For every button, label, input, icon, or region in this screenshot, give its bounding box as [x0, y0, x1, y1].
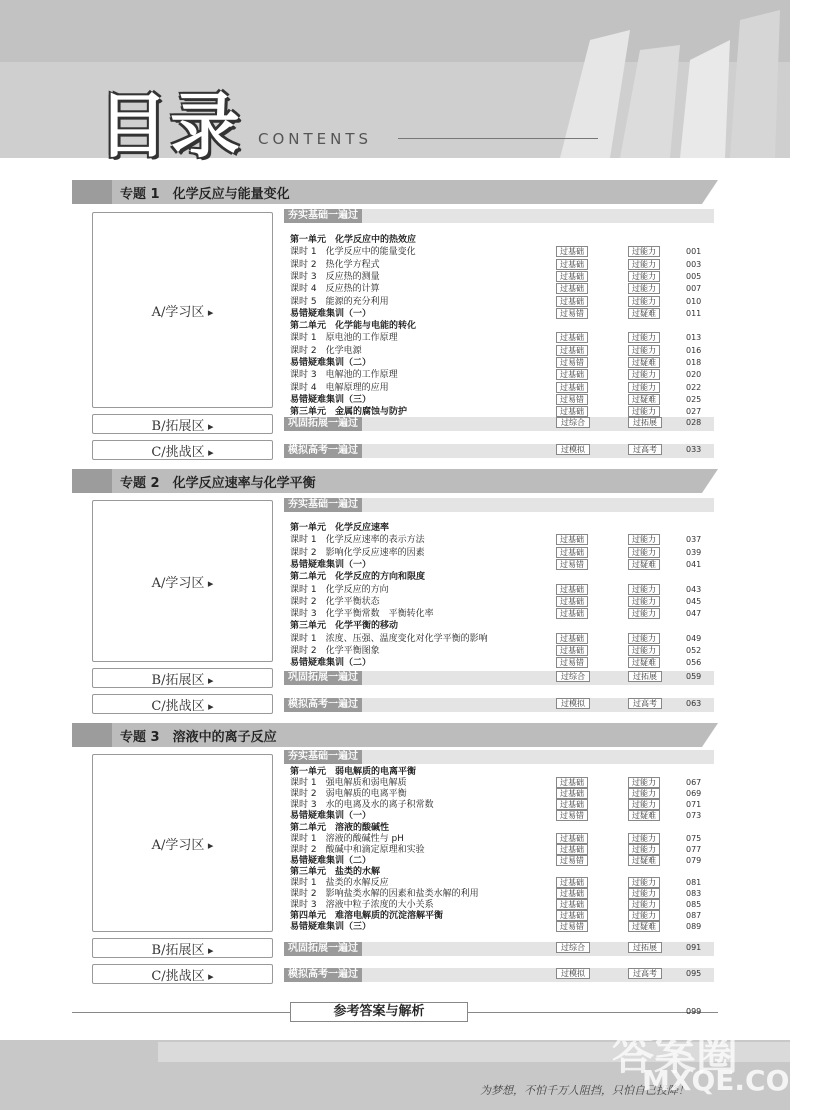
toc-row-label: 易错疑难集训（二） — [290, 855, 372, 866]
zone-a — [92, 500, 273, 662]
toc-tag-secondary: 过能力 — [628, 246, 660, 257]
page-number: 027 — [686, 407, 702, 417]
toc-tag-secondary: 过能力 — [628, 877, 660, 888]
toc-tag-secondary: 过能力 — [628, 547, 660, 558]
toc-row-label: 第一单元 化学反应速率 — [290, 523, 390, 533]
toc-row — [290, 345, 714, 357]
tag-moni: 过模拟 — [556, 444, 590, 455]
toc-row-label: 课时 1 强电解质和弱电解质 — [290, 778, 407, 789]
toc-tag-primary: 过基础 — [556, 382, 588, 393]
zone-c — [92, 694, 273, 714]
tag-zonghe: 过综合 — [556, 671, 590, 682]
toc-tag-primary: 过基础 — [556, 296, 588, 307]
toc-row-label: 课时 3 化学平衡常数 平衡转化率 — [290, 609, 434, 620]
toc-tag-secondary: 过能力 — [628, 799, 660, 810]
toc-row — [290, 522, 714, 534]
toc-tag-primary: 过基础 — [556, 877, 588, 888]
toc-tag-secondary: 过疑难 — [628, 921, 660, 932]
toc-row — [290, 547, 714, 559]
zone-b-label: B/拓展区 ▸ — [152, 669, 214, 688]
toc-tag-primary: 过基础 — [556, 283, 588, 294]
toc-row-label: 课时 3 溶液中粒子浓度的大小关系 — [290, 900, 434, 911]
toc-row-label: 课时 1 盐类的水解反应 — [290, 878, 389, 888]
zone-b — [92, 668, 273, 688]
toc-row — [290, 633, 714, 645]
toc-row — [290, 620, 714, 632]
exam-row — [284, 442, 714, 458]
toc-row-label: 课时 5 能源的充分利用 — [290, 296, 389, 307]
page-number: 001 — [686, 247, 702, 257]
toc-row-label: 第三单元 金属的腐蚀与防护 — [290, 407, 408, 418]
topic-banner — [72, 469, 718, 493]
page-number: 049 — [686, 633, 702, 643]
toc-row-label: 课时 1 化学反应速率的表示方法 — [290, 535, 425, 546]
band-label: 夯实基础一遍过 — [284, 750, 362, 764]
toc-tag-primary: 过基础 — [556, 534, 588, 545]
toc-tag-primary: 过基础 — [556, 777, 588, 788]
toc-row — [290, 320, 714, 332]
toc-row-label: 第三单元 盐类的水解 — [290, 866, 381, 877]
toc-tag-secondary: 过能力 — [628, 608, 660, 619]
toc-tag-secondary: 过能力 — [628, 777, 660, 788]
toc-row — [290, 584, 714, 596]
toc-row-label: 易错疑难集训（一） — [290, 811, 372, 822]
topic-banner — [72, 180, 718, 204]
toc-row-label: 课时 4 电解原理的应用 — [290, 382, 389, 393]
toc-row-label: 课时 2 影响化学反应速率的因素 — [290, 547, 425, 558]
toc-tag-primary: 过易错 — [556, 308, 588, 319]
toc-tag-secondary: 过疑难 — [628, 308, 660, 319]
zone-b-label: B/拓展区 ▸ — [152, 415, 214, 434]
toc-tag-secondary: 过能力 — [628, 345, 660, 356]
toc-row-label: 第四单元 难溶电解质的沉淀溶解平衡 — [290, 911, 444, 922]
zone-c-label: C/挑战区 ▸ — [151, 695, 213, 714]
tag-gaokao: 过高考 — [628, 444, 662, 455]
page-number: 081 — [686, 878, 702, 887]
toc-tag-primary: 过基础 — [556, 608, 588, 619]
section-band-basic — [284, 750, 714, 764]
toc-tag-primary: 过基础 — [556, 596, 588, 607]
toc-row-label: 第二单元 溶液的酸碱性 — [290, 822, 390, 833]
toc-row-label: 第二单元 化学反应的方向和限度 — [290, 572, 426, 583]
page-number: 071 — [686, 800, 702, 810]
toc-row-label: 课时 2 弱电解质的电离平衡 — [290, 789, 407, 800]
page-number: 063 — [686, 699, 702, 708]
toc-row-label: 课时 3 反应热的测量 — [290, 271, 380, 282]
toc-tag-secondary: 过能力 — [628, 645, 660, 656]
toc-row — [290, 394, 714, 406]
toc-tag-secondary: 过能力 — [628, 382, 660, 393]
toc-tag-secondary: 过能力 — [628, 833, 660, 844]
toc-tag-primary: 过易错 — [556, 394, 588, 405]
toc-tag-secondary: 过能力 — [628, 844, 660, 855]
toc-tag-secondary: 过能力 — [628, 406, 660, 417]
page-number: 020 — [686, 370, 702, 380]
toc-tag-secondary: 过疑难 — [628, 559, 660, 570]
topic-title: 专题 2 化学反应速率与化学平衡 — [120, 476, 316, 491]
tag-gaokao: 过高考 — [628, 968, 662, 979]
toc-tag-primary: 过基础 — [556, 888, 588, 899]
page-number: 047 — [686, 609, 702, 619]
toc-row — [290, 296, 714, 308]
section-band-basic — [284, 209, 714, 223]
toc-row-label: 课时 2 影响盐类水解的因素和盐类水解的利用 — [290, 889, 479, 900]
page-number: 005 — [686, 271, 702, 281]
toc-tag-secondary: 过能力 — [628, 534, 660, 545]
toc-tag-primary: 过基础 — [556, 633, 588, 644]
toc-row-label: 易错疑难集训（一） — [290, 308, 372, 319]
page-number: 022 — [686, 382, 702, 392]
toc-row-label: 易错疑难集训（三） — [290, 922, 372, 933]
page-number: 043 — [686, 584, 702, 594]
toc-tag-primary: 过基础 — [556, 788, 588, 799]
toc-tag-primary: 过基础 — [556, 833, 588, 844]
toc-row — [290, 382, 714, 394]
page-number: 041 — [686, 559, 702, 569]
expand-row — [284, 669, 714, 685]
tag-gaokao: 过高考 — [628, 698, 662, 709]
toc-row — [290, 308, 714, 320]
page-number: 069 — [686, 789, 702, 799]
toc-tag-primary: 过易错 — [556, 921, 588, 932]
toc-row-label: 课时 2 化学平衡图象 — [290, 646, 380, 656]
page-number: 077 — [686, 844, 702, 854]
toc-tag-secondary: 过疑难 — [628, 855, 660, 866]
topic-banner — [72, 723, 718, 747]
band-label: 夯实基础一遍过 — [284, 209, 362, 223]
footer-slogan: 为梦想，不怕千万人阻挡，只怕自己投降！ — [480, 1084, 689, 1097]
topic-title: 专题 1 化学反应与能量变化 — [120, 187, 290, 202]
toc-tag-secondary: 过疑难 — [628, 394, 660, 405]
toc-row-label: 第一单元 弱电解质的电离平衡 — [290, 767, 417, 777]
toc-tag-primary: 过易错 — [556, 357, 588, 368]
footer-rule-left — [72, 1012, 290, 1013]
expand-row — [284, 415, 714, 431]
toc-row-label: 课时 1 化学反应的方向 — [290, 584, 389, 595]
toc-tag-primary: 过基础 — [556, 584, 588, 595]
toc-row-label: 课时 3 水的电离及水的离子积常数 — [290, 800, 434, 811]
toc-row-label: 课时 4 反应热的计算 — [290, 284, 380, 295]
toc-row — [290, 559, 714, 571]
toc-tag-primary: 过基础 — [556, 406, 588, 417]
toc-row — [290, 332, 714, 344]
page-number: 018 — [686, 358, 702, 367]
page-number: 075 — [686, 833, 702, 843]
toc-tag-primary: 过基础 — [556, 345, 588, 356]
answers-title: 参考答案与解析 — [290, 1002, 468, 1022]
toc-tag-secondary: 过能力 — [628, 584, 660, 595]
band-label: 模拟高考一遍过 — [284, 444, 362, 458]
toc-tag-primary: 过基础 — [556, 645, 588, 656]
tag-tuozhan: 过拓展 — [628, 942, 662, 953]
toc-tag-secondary: 过能力 — [628, 910, 660, 921]
zone-b — [92, 938, 273, 958]
band-label: 巩固拓展一遍过 — [284, 942, 362, 956]
toc-tag-secondary: 过能力 — [628, 633, 660, 644]
band-label: 巩固拓展一遍过 — [284, 417, 362, 431]
page-number: 091 — [686, 943, 702, 952]
toc-row-label: 课时 2 化学电源 — [290, 345, 362, 356]
toc-row — [290, 246, 714, 258]
zone-a — [92, 212, 273, 408]
watermark-url: MXQE.COM — [642, 1064, 817, 1097]
topic-title: 专题 3 溶液中的离子反应 — [120, 730, 277, 745]
toc-tag-primary: 过易错 — [556, 810, 588, 821]
toc-tag-secondary: 过能力 — [628, 596, 660, 607]
band-label: 夯实基础一遍过 — [284, 498, 362, 512]
toc-tag-primary: 过基础 — [556, 899, 588, 910]
toc-row — [290, 596, 714, 608]
toc-row-label: 易错疑难集训（一） — [290, 559, 372, 570]
zone-c — [92, 964, 273, 984]
toc-tag-secondary: 过疑难 — [628, 810, 660, 821]
page-number: 039 — [686, 547, 702, 557]
toc-tag-primary: 过易错 — [556, 559, 588, 570]
band-label: 巩固拓展一遍过 — [284, 671, 362, 685]
page-number: 087 — [686, 911, 702, 921]
toc-row — [290, 645, 714, 657]
page-title: 目录 — [98, 84, 242, 167]
toc-tag-primary: 过基础 — [556, 369, 588, 380]
tag-tuozhan: 过拓展 — [628, 417, 662, 428]
toc-tag-primary: 过基础 — [556, 547, 588, 558]
toc-row-label: 第二单元 化学能与电能的转化 — [290, 321, 417, 332]
toc-row-label: 课时 1 浓度、压强、温度变化对化学平衡的影响 — [290, 633, 488, 644]
page-number: 052 — [686, 646, 702, 655]
header-rule — [398, 138, 598, 139]
page-number: 059 — [686, 672, 702, 681]
toc-tag-secondary: 过能力 — [628, 332, 660, 343]
page-number: 033 — [686, 445, 702, 454]
page-number: 037 — [686, 535, 702, 545]
page-number: 025 — [686, 394, 702, 404]
tag-tuozhan: 过拓展 — [628, 671, 662, 682]
toc-row — [290, 259, 714, 271]
toc-row — [290, 921, 714, 933]
page-number: 079 — [686, 855, 702, 865]
toc-tag-secondary: 过能力 — [628, 369, 660, 380]
toc-row-label: 课时 2 热化学方程式 — [290, 259, 380, 270]
page-subtitle: CONTENTS — [258, 130, 373, 148]
band-label: 模拟高考一遍过 — [284, 698, 362, 712]
tag-moni: 过模拟 — [556, 698, 590, 709]
page-number: 010 — [686, 296, 702, 306]
toc-tag-primary: 过易错 — [556, 855, 588, 866]
toc-row-label: 第三单元 化学平衡的移动 — [290, 621, 399, 632]
toc-tag-primary: 过基础 — [556, 259, 588, 270]
toc-tag-secondary: 过疑难 — [628, 357, 660, 368]
toc-row-label: 课时 1 原电池的工作原理 — [290, 333, 398, 344]
toc-tag-secondary: 过能力 — [628, 271, 660, 282]
zone-c-label: C/挑战区 ▸ — [151, 965, 213, 984]
toc-tag-secondary: 过能力 — [628, 283, 660, 294]
zone-a-label: A/学习区 ▸ — [152, 834, 214, 853]
page-number: 045 — [686, 596, 702, 606]
toc-tag-primary: 过基础 — [556, 844, 588, 855]
toc-tag-secondary: 过能力 — [628, 888, 660, 899]
page-number: 083 — [686, 889, 702, 899]
toc-row — [290, 283, 714, 295]
exam-row — [284, 966, 714, 982]
toc-row-label: 课时 2 酸碱中和滴定原理和实验 — [290, 844, 425, 855]
toc-row — [290, 369, 714, 381]
page-number: 089 — [686, 922, 702, 932]
toc-row-label: 易错疑难集训（二） — [290, 658, 372, 669]
zone-a-label: A/学习区 ▸ — [152, 301, 214, 320]
page-number: 073 — [686, 811, 702, 821]
expand-row — [284, 940, 714, 956]
exam-row — [284, 696, 714, 712]
toc-tag-primary: 过易错 — [556, 657, 588, 668]
page-number: 028 — [686, 418, 702, 427]
toc-tag-primary: 过基础 — [556, 332, 588, 343]
page-number: 085 — [686, 900, 702, 910]
page-number: 016 — [686, 345, 702, 355]
toc-row — [290, 534, 714, 546]
page-number: 011 — [686, 308, 702, 318]
tag-zonghe: 过综合 — [556, 417, 590, 428]
tag-moni: 过模拟 — [556, 968, 590, 979]
toc-tag-primary: 过基础 — [556, 910, 588, 921]
page-number: 095 — [686, 969, 702, 978]
toc-row-label: 易错疑难集训（三） — [290, 394, 372, 405]
toc-tag-primary: 过基础 — [556, 271, 588, 282]
zone-c — [92, 440, 273, 460]
toc-tag-secondary: 过能力 — [628, 788, 660, 799]
page-number: 067 — [686, 778, 702, 788]
page-number: 013 — [686, 333, 702, 343]
toc-row — [290, 571, 714, 583]
toc-row-label: 易错疑难集训（二） — [290, 358, 372, 368]
toc-tag-primary: 过基础 — [556, 246, 588, 257]
zone-a — [92, 754, 273, 932]
toc-tag-primary: 过基础 — [556, 799, 588, 810]
toc-row — [290, 357, 714, 369]
toc-row — [290, 608, 714, 620]
section-band-basic — [284, 498, 714, 512]
watermark-logo: 答案圈 — [612, 1030, 739, 1079]
toc-row-label: 课时 1 化学反应中的能量变化 — [290, 247, 416, 258]
toc-row-label: 第一单元 化学反应中的热效应 — [290, 235, 417, 245]
toc-row — [290, 234, 714, 246]
footer-rule-right — [468, 1012, 718, 1013]
page-number: 007 — [686, 284, 702, 294]
zone-b-label: B/拓展区 ▸ — [152, 939, 214, 958]
toc-row-label: 课时 3 电解池的工作原理 — [290, 370, 398, 381]
toc-tag-secondary: 过疑难 — [628, 657, 660, 668]
page-number: 056 — [686, 658, 702, 668]
toc-row-label: 课时 2 化学平衡状态 — [290, 596, 380, 607]
toc-tag-secondary: 过能力 — [628, 296, 660, 307]
zone-a-label: A/学习区 ▸ — [152, 572, 214, 591]
tag-zonghe: 过综合 — [556, 942, 590, 953]
toc-tag-secondary: 过能力 — [628, 259, 660, 270]
header-panels-decoration — [530, 0, 790, 158]
toc-row-label: 课时 1 溶液的酸碱性与 pH — [290, 833, 404, 844]
toc-row — [290, 271, 714, 283]
band-label: 模拟高考一遍过 — [284, 968, 362, 982]
zone-c-label: C/挑战区 ▸ — [151, 441, 213, 460]
toc-tag-secondary: 过能力 — [628, 899, 660, 910]
page-number: 003 — [686, 259, 702, 269]
toc-row — [290, 657, 714, 669]
answers-page-number: 099 — [686, 1007, 702, 1016]
zone-b — [92, 414, 273, 434]
